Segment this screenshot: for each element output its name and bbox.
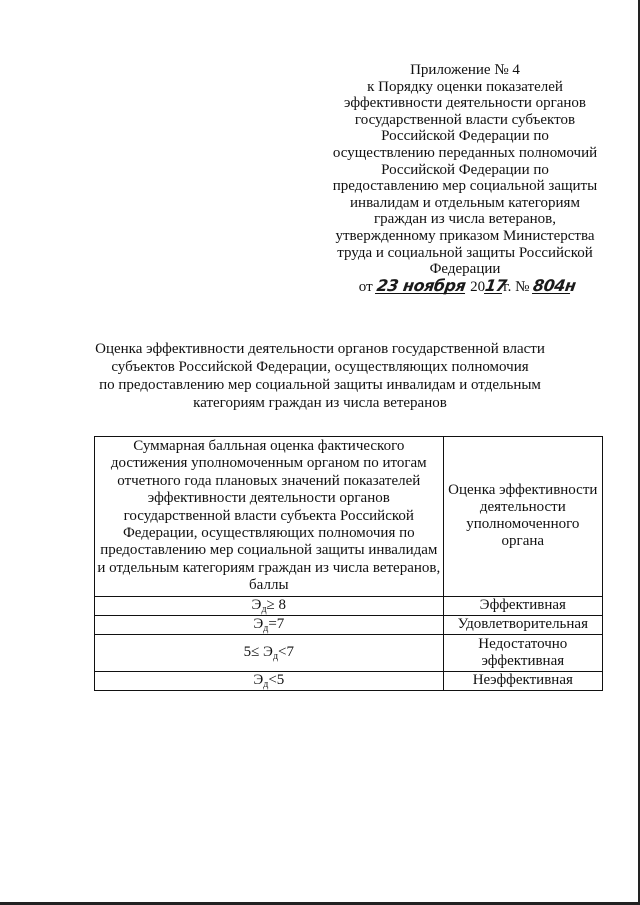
title-line: Оценка эффективности деятельности органов государственной власти bbox=[95, 341, 545, 357]
order-reference bbox=[320, 275, 610, 296]
header-line: Федерации, осуществляющих полномочия по bbox=[122, 525, 415, 542]
order-number-handwritten: 804н bbox=[531, 275, 578, 295]
appendix-line: Российской Федерации по bbox=[381, 128, 549, 145]
appendix-line: Федерации bbox=[429, 261, 501, 278]
rating-cell: Эффективная bbox=[443, 596, 602, 615]
header-line: государственной власти субъекта Российской bbox=[123, 507, 414, 524]
header-line: Суммарная балльная оценка фактического bbox=[133, 438, 405, 454]
score-condition: $Э_д=7$ bbox=[95, 615, 444, 634]
appendix-line: граждан из числа ветеранов, bbox=[374, 211, 556, 228]
header-evaluation bbox=[443, 437, 602, 597]
order-year-handwritten: 17 bbox=[483, 275, 508, 295]
header-line: баллы bbox=[249, 577, 289, 594]
order-from-label: от bbox=[358, 278, 373, 295]
rating-cell: Неэффективная bbox=[443, 671, 602, 690]
appendix-line: Российской Федерации по bbox=[381, 161, 549, 178]
header-line: эффективности деятельности органов bbox=[147, 490, 390, 507]
table-header-row bbox=[95, 437, 603, 597]
title-line: по предоставлению мер социальной защиты инвалидам и отдельным bbox=[99, 377, 541, 393]
order-year-prefix: 20 bbox=[470, 278, 486, 295]
score-condition: $5\le Э_д<7$ bbox=[95, 634, 444, 671]
rating-cell: Удовлетворительная bbox=[443, 615, 602, 634]
appendix-line: государственной власти субъектов bbox=[354, 111, 576, 128]
appendix-line: утвержденному приказом Министерства bbox=[335, 227, 595, 244]
appendix-line: инвалидам и отдельным категориям bbox=[350, 194, 580, 211]
appendix-line: предоставлению мер социальной защиты bbox=[332, 178, 598, 195]
table-row bbox=[95, 615, 603, 634]
order-number-label: г. № bbox=[503, 278, 530, 295]
appendix-header bbox=[320, 62, 610, 296]
evaluation-table bbox=[94, 436, 603, 691]
header-line: достижения уполномоченным органом по итогам bbox=[110, 455, 427, 472]
header-line: Оценка эффективности bbox=[448, 482, 598, 499]
header-line: уполномоченного bbox=[466, 516, 580, 533]
header-line: деятельности bbox=[479, 499, 566, 516]
header-line: и отдельным категориям граждан из числа ветеранов, bbox=[97, 559, 441, 576]
rating-line: эффективная bbox=[481, 652, 565, 669]
title-line: субъектов Российской Федерации, осуществляющих полномочия bbox=[111, 359, 529, 375]
table-row bbox=[95, 596, 603, 615]
appendix-line: осуществлению переданных полномочий bbox=[332, 144, 598, 161]
title-line: категориям граждан из числа ветеранов bbox=[193, 395, 447, 411]
order-date-handwritten: 23 ноября bbox=[375, 275, 468, 295]
score-condition: $Э_д\ge 8$ bbox=[95, 596, 444, 615]
appendix-line: Приложение № 4 bbox=[410, 62, 520, 78]
table-row bbox=[95, 634, 603, 671]
header-line: отчетного года плановых значений показателей bbox=[117, 472, 421, 489]
document-title bbox=[60, 340, 580, 412]
header-line: органа bbox=[501, 533, 545, 550]
appendix-line: эффективности деятельности органов bbox=[343, 95, 587, 112]
header-total-score bbox=[95, 437, 444, 597]
score-condition: $Э_д<5$ bbox=[95, 671, 444, 690]
appendix-line: труда и социальной защиты Российской bbox=[337, 244, 593, 261]
rating-line: Недостаточно bbox=[478, 635, 568, 652]
appendix-line: к Порядку оценки показателей bbox=[367, 78, 563, 95]
table-row bbox=[95, 671, 603, 690]
header-line: предоставлению мер социальной защиты инвалидам bbox=[100, 542, 438, 559]
rating-cell bbox=[443, 634, 602, 671]
